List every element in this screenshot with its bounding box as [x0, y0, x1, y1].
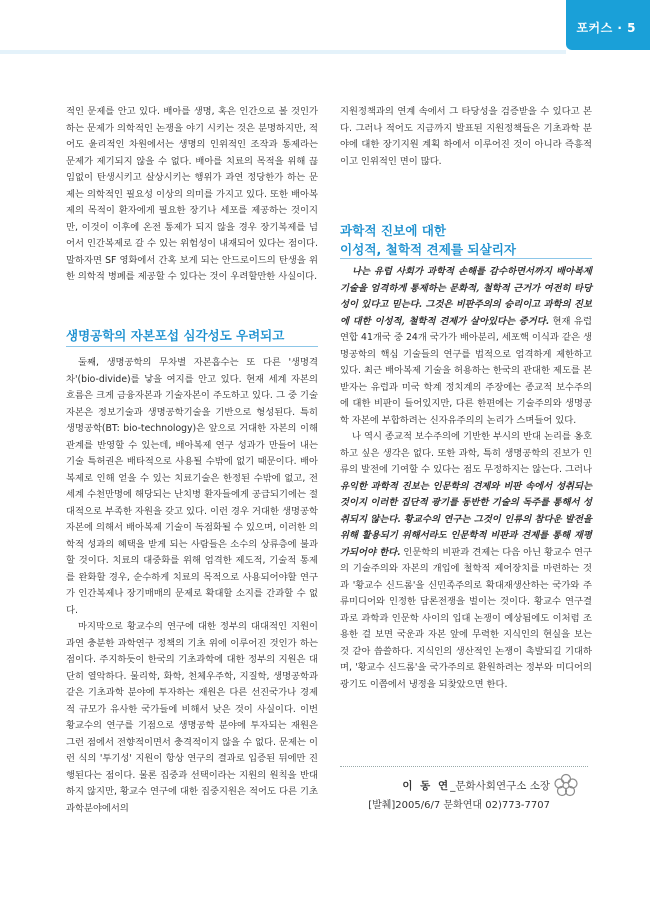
byline-divider	[340, 766, 588, 767]
byline-author	[350, 778, 550, 793]
author-name: 이 동 연	[402, 780, 451, 792]
heading-line-1: 과학적 진보에 대한	[340, 223, 447, 238]
body-text: 현재 유럽연합 41개국 중 24개 국가가 배아분리, 세포핵 이식과 같은 생명공학의 핵심 기술들의 연구를 법적으로 엄격하게 제한하고 있다. 최근 배아복제 기술을 허용하는 한국의 관대한 제도를 본받자는 유럽과 미국 학계 정치계의 주장에는 종교적 보수주의에 대한 비판이 들어있지만, 다른 한편에는 기술주의와 생명공학 자본에 부합하려는 신자유주의의 논리가 스며들어 있다.	[340, 315, 592, 426]
left-column-intro	[66, 104, 318, 286]
flower-icon	[552, 772, 580, 800]
header-divider	[0, 50, 566, 54]
left-column-body	[66, 355, 318, 817]
author-title: _문화사회연구소 소장	[450, 780, 550, 792]
paragraph: 둘째, 생명공학의 무차별 자본흡수는 또 다른 '생명격차'(bio-divide)를 낳을 여지를 안고 있다. 현재 세계 자본의 흐름은 크게 금융자본과 기술자본이 주도하고 있다. 그 중 기술자본은 정보기술과 생명공학기술을 기반으로 형성된다. 특히 생명공학(BT: bio-technology)은 앞으로 거대한 자본의 이해관계를 반영할 수 있는데, 배아복제 연구 성과가 만들어 내는 기술 특허권은 배타적으로 사용될 수밖에 없기 때문이다. 배아복제로 인해 얻을 수 있는 치료기술은 한정된 수밖에 없고, 전 세계 수천만명에 해당되는 난치병 환자들에게 공급되기에는 절대적으로 부족한 자원을 갖고 있다. 이런 경우 거대한 생명공학 자본에 의해서 배아복제 기술이 독점화될 수 있으며, 이러한 의학적 성과의 혜택을 받게 되는 사람들은 소수의 상류층에 불과할 것이다. 치료의 대중화를 위해 엄격한 제도적, 기술적 통제를 완화할 경우, 순수하게 치료의 목적으로 사용되어야할 연구가 인간복제나 장기매매의 문제로 확대할 소지를 간과할 수 없다.	[66, 357, 318, 616]
byline-source: [발췌]2005/6/7 문화연대 02)773-7707	[368, 800, 550, 811]
paragraph	[340, 429, 592, 693]
heading-rule	[340, 258, 592, 259]
emphasis-text: 나는 유럽 사회가 과학적 손해를 감수하면서까지 배아복제 기술을 엄격하게 통제하는 문화적, 철학적 근거가 여전히 타당성이 있다고 믿는다. 그것은 비판주의의 승리이고 과학의 진보에 대한 이성적, 철학적 견제가 살아있다는 증거다.	[340, 266, 592, 327]
paragraph: 지원정책과의 연계 속에서 그 타당성을 검증받을 수 있다고 본다. 그러나 적어도 지금까지 발표된 지원정책들은 기초과학 분야에 대한 장기지원 계획 하에서 이루어진 것이 아니라 즉흥적이고 인위적인 면이 많다.	[340, 106, 592, 167]
section-heading: 생명공학의 자본포섭 심각성도 우려되고	[66, 328, 285, 343]
heading-rule	[66, 346, 318, 347]
body-text: 나 역시 종교적 보수주의에 기반한 부시의 반대 논리를 옹호하고 싶은 생각은 없다. 또한 과학, 특히 생명공학의 진보가 인류의 발전에 기여할 수 있다는 점도 무정하지는 않는다. 그러나	[340, 431, 592, 475]
paragraph: 마지막으로 황교수의 연구에 대한 정부의 대대적인 지원이 과연 충분한 과학연구 정책의 기초 위에 이루어진 것인가 하는 점이다. 주지하듯이 한국의 기초과학에 대한 정부의 지원은 대단히 열악하다. 물리학, 화학, 천체우주학, 지질학, 생명공학과 같은 기초과학 분야에 투자하는 재원은 다른 선진국가나 경제적 규모가 유사한 국가들에 비해서 낮은 것이 사실이다. 이번 황교수의 연구를 기점으로 생명공학 분야에 투자되는 재원은 그런 점에서 전향적이면서 충격적이지 않을 수 없다. 문제는 이런 식의 '투기성' 지원이 항상 연구의 결과로 입증된 뒤에만 진행된다는 점이다. 물론 집중과 선택이라는 지원의 원칙을 반대하지 않지만, 황교수 연구에 대한 집중지원은 적어도 다른 기초과학분야에서의	[66, 621, 318, 814]
right-column-intro	[340, 104, 592, 170]
body-text: 인문학의 비판과 견제는 다음 아닌 황교수 연구의 기술주의와 자본의 개입에 철학적 제어장치를 마련하는 것과 '황교수 신드롬'을 신민족주의로 확대재생산하는 국가와 주류미디어와 인정한 담론전쟁을 벌이는 것이다. 황교수 연구결과로 과학과 인문학 사이의 입대 논쟁이 예상됨에도 이처럼 조용한 걸 보면 국운과 자본 앞에 무력한 지식인의 현실을 보는 것 같아 씁쓸하다. 지식인의 생산적인 논쟁이 촉발되길 기대하며, '황교수 신드롬'을 국가주의로 환원하려는 정부와 미디어의 광기도 이쯤에서 냉정을 되찾았으면 한다.	[340, 546, 593, 690]
heading-line-2: 이성적, 철학적 견제를 되살리자	[340, 242, 517, 257]
paragraph: 적인 문제를 안고 있다. 배아를 생명, 혹은 인간으로 볼 것인가 하는 문제가 의학적인 논쟁을 야기 시키는 것은 분명하지만, 적어도 윤리적인 차원에서는 생명의 인위적인 조작과 통제라는 문제가 제기되지 않을 수 없다. 배아를 치료의 목적을 위해 끊임없이 탄생시키고 살상시키는 행위가 과연 정당한가 하는 문제는 의학적인 필요성 이상의 의미를 가지고 있다. 또한 배아복제의 목적이 환자에게 필요한 장기나 세포를 제공하는 것이지만, 이것이 이후에 온전 통제가 되지 않을 경우 장기복제를 넘어서 인간복제로 갈 수 있는 위험성이 내재되어 있다는 점이다. 말하자면 SF 영화에서 간혹 보게 되는 안드로이드의 탄생을 위한 의학적 병폐를 제공할 수 있다는 것이 우려할만한 사실이다.	[66, 106, 318, 282]
section-heading	[340, 221, 600, 259]
section-label: 포커스 · 5	[576, 21, 636, 35]
paragraph	[340, 264, 592, 429]
right-column-body	[340, 264, 592, 693]
emphasis-text: 유익한 과학적 진보는 인문학의 견제와 비판 속에서 성취되는 것이지 이러한 집단적 광기를 동반한 기술의 독주를 통해서 성취되지 않는다. 황교수의 연구는 그것이 인류의 참다운 발전을 위해 활용되기 위해서라도 인문학적 비판과 견제를 통해 재평가되어야 한다.	[340, 480, 592, 558]
